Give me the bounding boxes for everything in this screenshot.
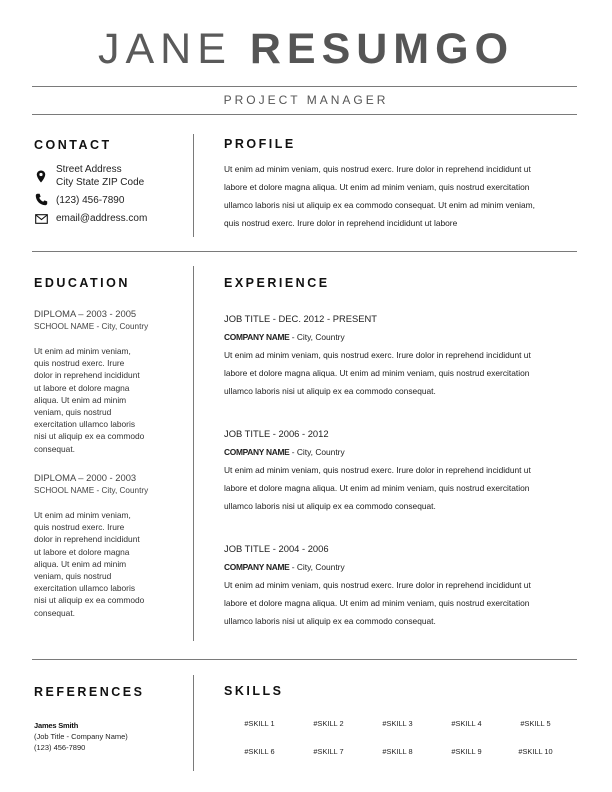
experience-line: ullamco laboris nisi ut aliquip ex ea commodo consequat.: [224, 501, 436, 511]
company-name: COMPANY NAME: [224, 447, 290, 457]
section-rule: [32, 251, 577, 252]
education-line: dolor in reprehend incididunt: [34, 534, 140, 545]
education-description: [34, 509, 164, 619]
skill-tag: #SKILL 7: [313, 747, 344, 756]
section-divider-vertical: [193, 675, 194, 771]
first-name: JANE: [97, 25, 232, 73]
contact-email: email@address.com: [56, 213, 148, 224]
experience-line: Ut enim ad minim veniam, quis nostrud exerc. Irure dolor in reprehend incididunt ut: [224, 350, 531, 360]
education-line: exercitation ullamco laboris: [34, 419, 136, 430]
last-name: RESUMGO: [249, 25, 515, 73]
education-line: veniam, quis nostrud: [34, 407, 112, 418]
contact-phone: (123) 456-7890: [56, 195, 125, 206]
company-name: COMPANY NAME: [224, 332, 290, 342]
skill-tag: #SKILL 10: [518, 747, 553, 756]
skill-tag: #SKILL 4: [451, 719, 482, 728]
job-title: PROJECT MANAGER: [223, 93, 389, 107]
experience-line: Ut enim ad minim veniam, quis nostrud exerc. Irure dolor in reprehend incididunt ut: [224, 465, 531, 475]
profile-line: quis nostrud exerc. Irure dolor in reprehend incididunt ut labore: [224, 218, 458, 228]
profile-text: [224, 160, 576, 232]
education-school: SCHOOL NAME - City, Country: [34, 486, 149, 495]
education-description: [34, 345, 164, 455]
profile-heading: PROFILE: [224, 137, 296, 151]
experience-job-title: JOB TITLE - 2004 - 2006: [224, 543, 329, 554]
skill-tag: #SKILL 9: [451, 747, 482, 756]
education-line: quis nostrud exerc. Irure: [34, 358, 125, 369]
company-location: - City, Country: [289, 332, 345, 342]
experience-line: ullamco laboris nisi ut aliquip ex ea commodo consequat.: [224, 386, 436, 396]
education-line: veniam, quis nostrud: [34, 571, 112, 582]
education-line: aliqua. Ut enim ad minim: [34, 558, 127, 569]
education-line: dolor in reprehend incididunt: [34, 370, 140, 381]
education-line: consequat.: [34, 607, 75, 618]
education-line: Ut enim ad minim veniam,: [34, 510, 131, 520]
skill-tag: #SKILL 8: [382, 747, 413, 756]
reference-role: (Job Title - Company Name): [34, 732, 128, 741]
experience-line: labore et dolore magna aliqua. Ut enim ad minim veniam, quis nostrud exercitation: [224, 483, 530, 493]
skill-tag: #SKILL 5: [520, 719, 551, 728]
section-divider-vertical: [193, 266, 194, 641]
experience-job-title: JOB TITLE - DEC. 2012 - PRESENT: [224, 313, 377, 324]
phone-icon: [34, 192, 48, 206]
experience-company: [224, 447, 345, 457]
experience-heading: EXPERIENCE: [224, 276, 330, 290]
map-pin-icon: [34, 169, 48, 183]
skill-tag: #SKILL 6: [244, 747, 275, 756]
experience-line: Ut enim ad minim veniam, quis nostrud exerc. Irure dolor in reprehend incididunt ut: [224, 580, 531, 590]
address-line-2: City State ZIP Code: [56, 177, 145, 188]
skill-tag: #SKILL 1: [244, 719, 275, 728]
profile-line: labore et dolore magna aliqua. Ut enim ad minim veniam, quis nostrud exercitation: [224, 182, 530, 192]
company-name: COMPANY NAME: [224, 562, 290, 572]
education-line: consequat.: [34, 443, 75, 454]
education-line: ut labore et dolore magna: [34, 382, 130, 393]
experience-company: [224, 332, 345, 342]
education-heading: EDUCATION: [34, 276, 130, 290]
contact-address: [56, 163, 144, 189]
header-bottom-rule: [32, 114, 577, 115]
reference-name: James Smith: [34, 721, 79, 730]
experience-description: [224, 346, 576, 400]
education-line: Ut enim ad minim veniam,: [34, 346, 131, 356]
experience-line: labore et dolore magna aliqua. Ut enim ad minim veniam, quis nostrud exercitation: [224, 598, 530, 608]
skill-tag: #SKILL 3: [382, 719, 413, 728]
education-line: ut labore et dolore magna: [34, 546, 130, 557]
education-line: exercitation ullamco laboris: [34, 583, 136, 594]
education-line: nisi ut aliquip ex ea commodo: [34, 431, 145, 442]
education-line: aliqua. Ut enim ad minim: [34, 394, 127, 405]
skills-heading: SKILLS: [224, 684, 284, 698]
address-line-1: Street Address: [56, 164, 122, 175]
experience-line: ullamco laboris nisi ut aliquip ex ea commodo consequat.: [224, 616, 436, 626]
envelope-icon: [34, 212, 48, 226]
education-title: DIPLOMA – 2003 - 2005: [34, 308, 137, 319]
contact-heading: CONTACT: [34, 138, 112, 152]
experience-description: [224, 461, 576, 515]
references-heading: REFERENCES: [34, 685, 145, 699]
experience-company: [224, 562, 345, 572]
section-divider-vertical: [193, 134, 194, 237]
profile-line: ullamco laboris nisi ut aliquip ex ea commodo consequat. Ut enim ad minim veniam,: [224, 200, 535, 210]
section-rule: [32, 659, 577, 660]
company-location: - City, Country: [289, 447, 345, 457]
education-line: quis nostrud exerc. Irure: [34, 522, 125, 533]
experience-job-title: JOB TITLE - 2006 - 2012: [224, 428, 329, 439]
company-location: - City, Country: [289, 562, 345, 572]
skill-tag: #SKILL 2: [313, 719, 344, 728]
profile-line: Ut enim ad minim veniam, quis nostrud exerc. Irure dolor in reprehend incididunt ut: [224, 164, 531, 174]
experience-line: labore et dolore magna aliqua. Ut enim ad minim veniam, quis nostrud exercitation: [224, 368, 530, 378]
reference-phone: (123) 456-7890: [34, 743, 86, 752]
experience-description: [224, 576, 576, 630]
education-title: DIPLOMA – 2000 - 2003: [34, 472, 137, 483]
education-school: SCHOOL NAME - City, Country: [34, 322, 149, 331]
education-line: nisi ut aliquip ex ea commodo: [34, 595, 145, 606]
candidate-name: [0, 24, 612, 74]
header-top-rule: [32, 86, 577, 87]
